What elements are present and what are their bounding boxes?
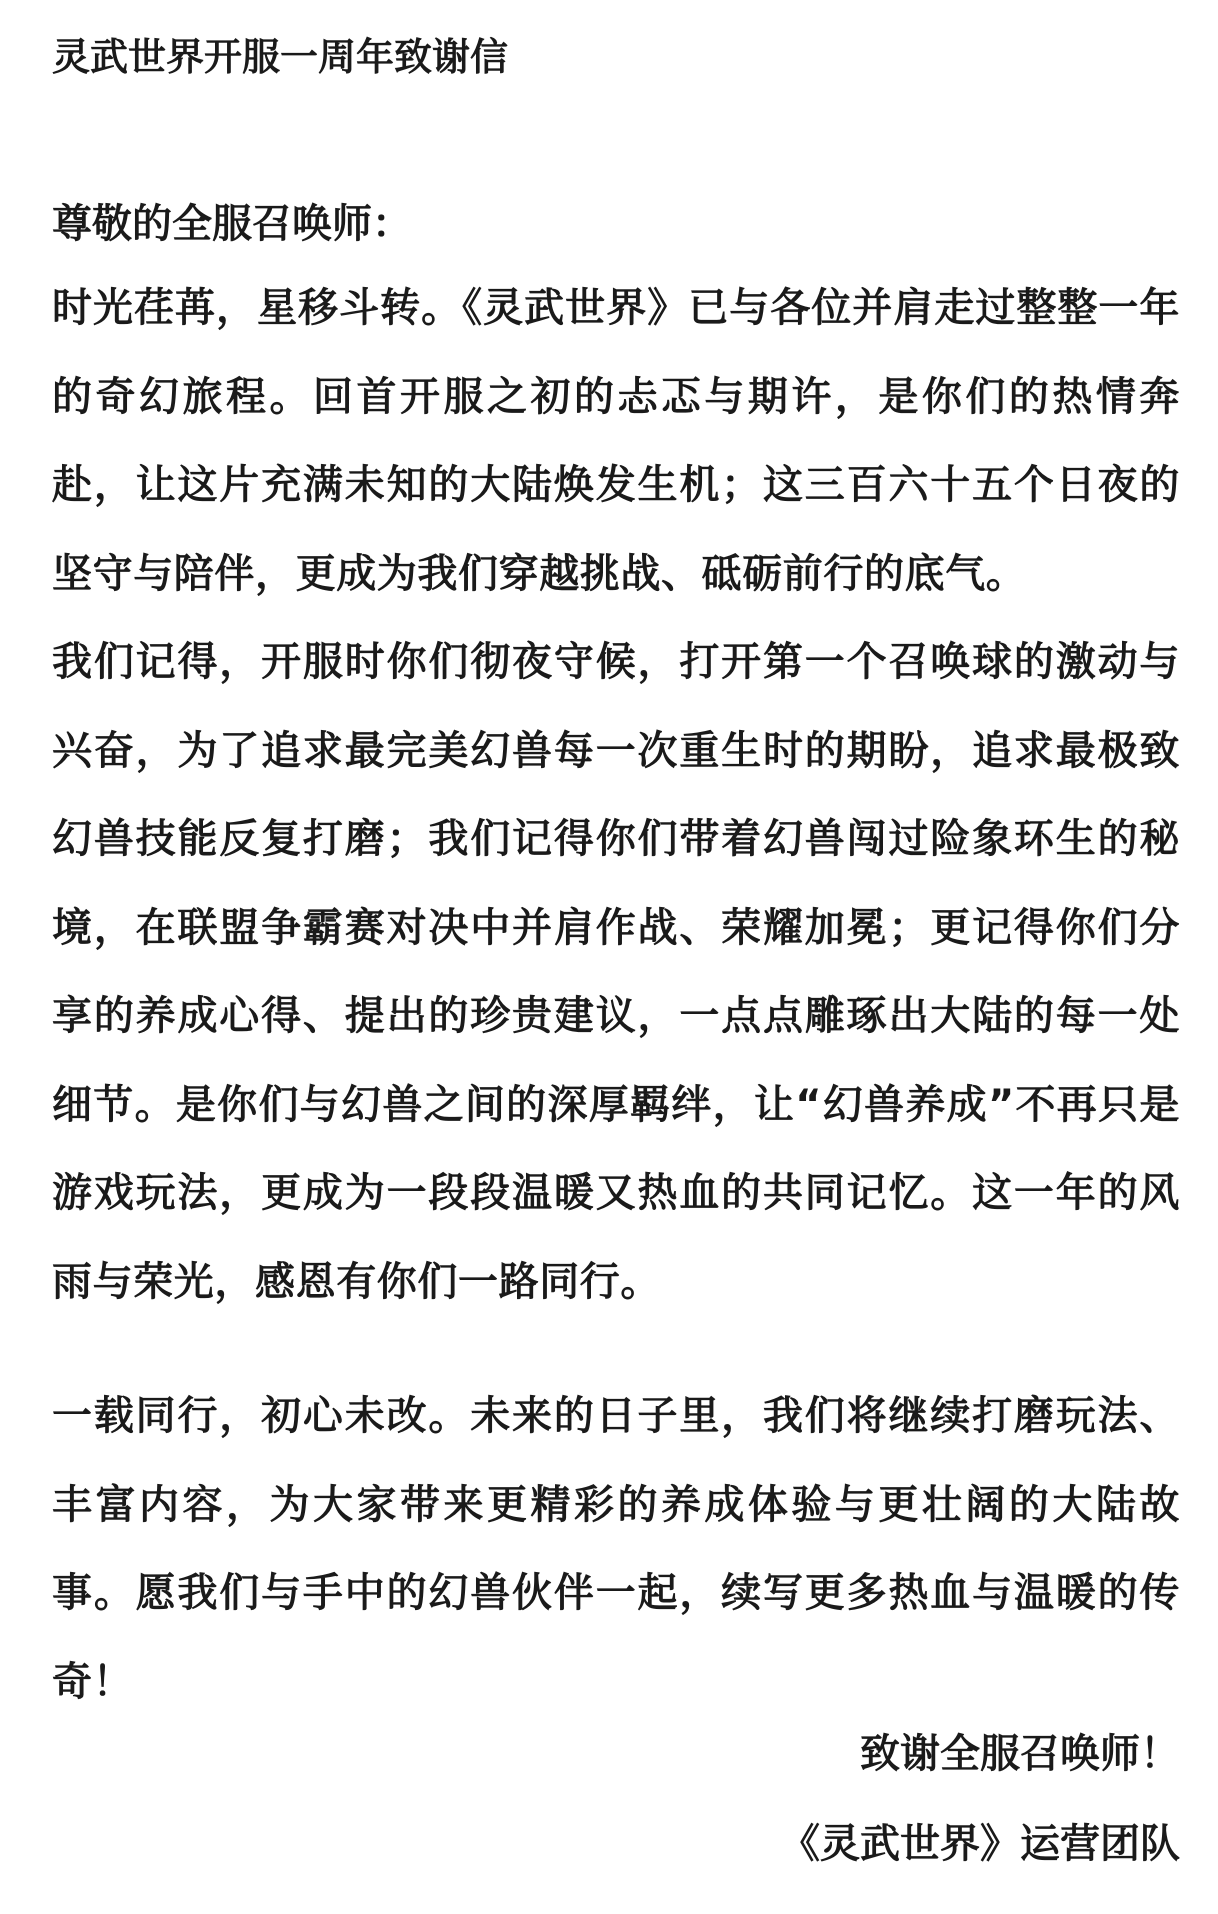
signature: 《灵武世界》运营团队 [780, 1821, 1180, 1867]
paragraph-1: 时光荏苒，星移斗转。《灵武世界》已与各位并肩走过整整一年的奇幻旅程。回首开服之初的忐忑与期许，是你们的热情奔赴，让这片充满未知的大陆焕发生机；这三百六十五个日夜的坚守与陪伴，更成为我们穿越挑战、砥砺前行的底气。 [52, 285, 1180, 597]
paragraph-2: 我们记得，开服时你们彻夜守候，打开第一个召唤球的激动与兴奋，为了追求最完美幻兽每一次重生时的期盼，追求最极致幻兽技能反复打磨；我们记得你们带着幻兽闯过险象环生的秘境，在联盟争霸赛对决中并肩作战、荣耀加冕；更记得你们分享的养成心得、提出的珍贵建议，一点点雕琢出大陆的每一处细节。是你们与幻兽之间的深厚羁绊，让“幻兽养成”不再只是游戏玩法，更成为一段段温暖又热血的共同记忆。这一年的风雨与荣光，感恩有你们一路同行。 [52, 639, 1180, 1305]
closing-line: 致谢全服召唤师！ [860, 1731, 1180, 1777]
salutation: 尊敬的全服召唤师： [52, 201, 412, 247]
paragraph-3: 一载同行，初心未改。未来的日子里，我们将继续打磨玩法、丰富内容，为大家带来更精彩的养成体验与更壮阔的大陆故事。愿我们与手中的幻兽伙伴一起，续写更多热血与温暖的传奇！ [52, 1393, 1180, 1705]
letter-title: 灵武世界开服一周年致谢信 [52, 35, 509, 79]
